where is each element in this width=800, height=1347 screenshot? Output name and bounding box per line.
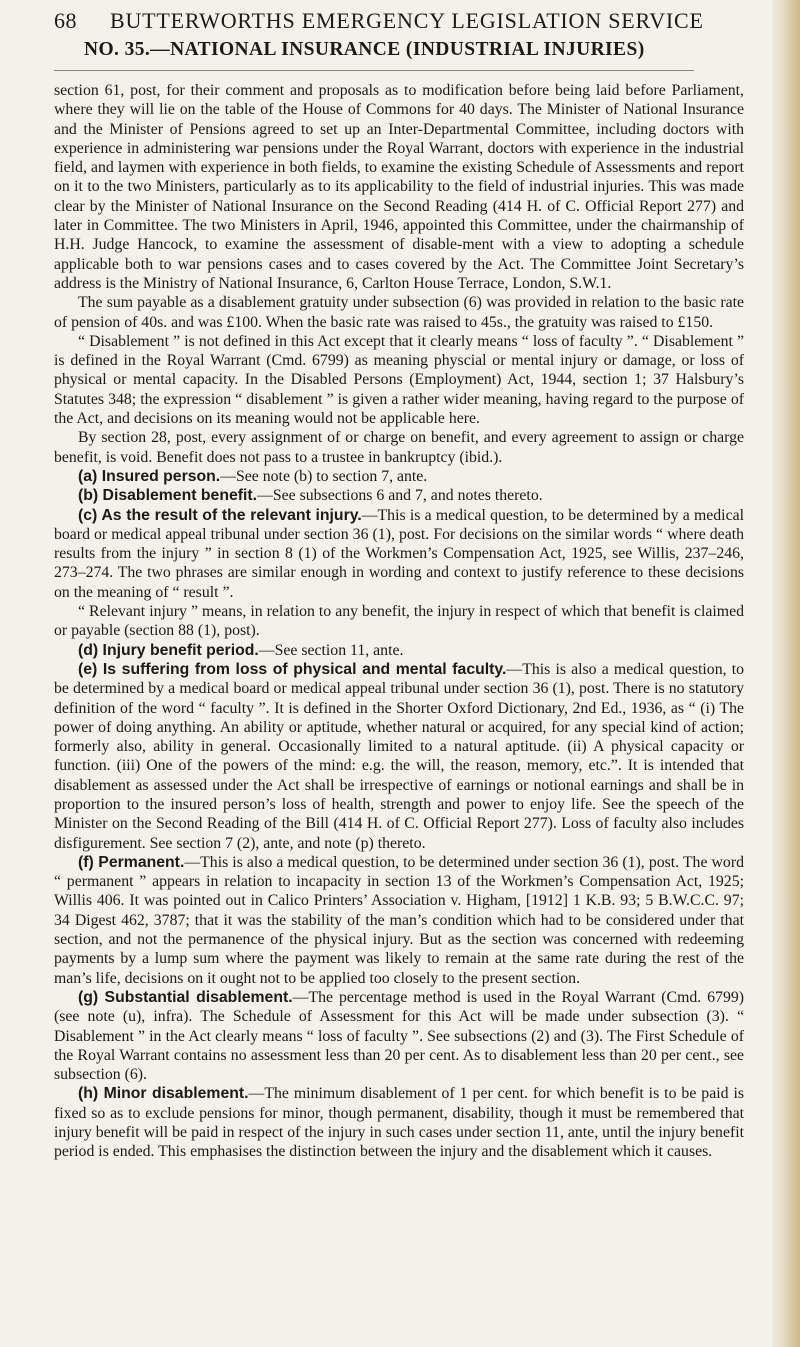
note-heading: (h) Minor disablement. [78, 1085, 249, 1103]
note-paragraph: (d) Injury benefit period.—See section 11, ante. [78, 641, 404, 659]
book-page [54, 0, 754, 1162]
paragraph: section 61, post, for their comment and proposals as to modification before being laid before Parliament, where they will lie on the table of the House of Commons for 40 days. The Minister of National Insurance and the Minister of Pensions agreed to set up an Inter-Departmental Committee, including doctors with experience in administering war pensions under the Royal Warrant, doctors with experience in the industrial field, and laymen with experience in both fields, to examine the existing Schedule of Assessments and report on it to the two Ministers, particularly as to its applicability to the field of industrial injuries. This was made clear by the Minister of National Insurance on the Second Reading (414 H. of C. Official Report 277) and later in Committee. The two Ministers in April, 1946, appointed this Committee, under the chairmanship of H.H. Judge Hancock, to examine the assessment of disable-ment with a view to adopting a schedule applicable both to war pensions cases and to cases covered by the Act. The Committee Joint Secretary’s address is the Ministry of National Insurance, 6, Carlton House Terrace, London, S.W.1. [54, 82, 744, 292]
body-text [54, 81, 744, 1162]
note-paragraph: (b) Disablement benefit.—See subsections 6 and 7, and notes thereto. [78, 487, 543, 505]
page-edge-shading [772, 0, 800, 1347]
note-paragraph: (e) Is suffering from loss of physical and mental faculty.—This is also a medical question, to be determined by a medical board or medical appeal tribunal under section 36 (1), post. There is no statutory definition of the word “ faculty ”. It is defined in the Shorter Oxford Dictionary, 2nd Ed., 1936, as “ (i) The power of doing anything. An ability or aptitude, whether natural or acquired, for any special kind of action; formerly also, ability in general. Occasionally limited to a natural aptitude. (ii) A physical capacity or function. (iii) One of the powers of the mind: e.g. the will, the reason, memory, etc.”. It is intended that disablement as assessed under the Act shall be irrespective of earnings or notional earnings and shall be in proportion to the insured person’s loss of health, strength and power to enjoy life. See the speech of the Minister on the Second Reading of the Bill (414 H. of C. Official Report 277). Loss of faculty also includes disfigurement. See section 7 (2), ante, and note (p) thereto. [54, 660, 744, 852]
paragraph: “ Relevant injury ” means, in relation to any benefit, the injury in respect of which that benefit is claimed or payable (section 88 (1), post). [54, 603, 744, 640]
note-heading: (e) Is suffering from loss of physical and mental faculty. [78, 660, 507, 678]
paragraph: By section 28, post, every assignment of or charge on benefit, and every agreement to assign or charge benefit, is void. Benefit does not pass to a trustee in bankruptcy (ibid.). [54, 429, 744, 466]
note-paragraph: (c) As the result of the relevant injury.—This is a medical question, to be determined by a medical board or medical appeal tribunal under section 36 (1), post. For decisions on the similar words “ where death results from the injury ” in section 8 (1) of the Workmen’s Compensation Act, 1925, see Willis, 237–246, 273–274. The two phrases are similar enough in wording and context to justify reference to these decisions on the meaning of “ result ”. [54, 506, 744, 601]
note-heading: (c) As the result of the relevant injury. [78, 506, 362, 524]
note-heading: (d) Injury benefit period. [78, 641, 259, 659]
section-title: NO. 35.—NATIONAL INSURANCE (INDUSTRIAL INJURIES) [84, 39, 645, 60]
note-paragraph: (f) Permanent.—This is also a medical question, to be determined under section 36 (1), post. The word “ permanent ” appears in relation to incapacity in section 13 of the Workmen’s Compensation Act, 1925; Willis 406. It was pointed out in Calico Printers’ Association v. Higham, [1912] 1 K.B. 93; 5 B.W.C.C. 97; 34 Digest 462, 3787; that it was the stability of the man’s condition which had to be considered under that section, and not the permanence of the physical injury. But as the section was concerned with redeeming payments by a lump sum where the payment was likely to remain at the same rate during the rest of the man’s life, decisions on it ought not to be applied too closely to the present section. [54, 853, 744, 987]
page-number: 68 [54, 8, 77, 33]
paragraph: “ Disablement ” is not defined in this Act except that it clearly means “ loss of faculty ”. “ Disablement ” is defined in the Royal Warrant (Cmd. 6799) as meaning physcial or mental injury or damage, or loss of physical or mental capacity. In the Disabled Persons (Employment) Act, 1944, section 1; 37 Halsbury’s Statutes 348; the expression “ disablement ” is given a rather wider meaning, having regard to the purpose of the Act, and decisions on its meaning would not be applicable here. [54, 332, 744, 428]
note-heading: (b) Disablement benefit. [78, 487, 258, 505]
running-header [54, 4, 754, 38]
note-heading: (f) Permanent. [78, 853, 185, 871]
note-heading: (a) Insured person. [78, 467, 221, 485]
header-rule [54, 70, 694, 71]
note-paragraph: (g) Substantial disablement.—The percentage method is used in the Royal Warrant (Cmd. 6799) (see note (u), infra). The Schedule of Assessment for this Act will be made under subsection (3). “ Disablement ” in the Act clearly means “ loss of faculty ”. See subsections (2) and (3). The First Schedule of the Royal Warrant contains no assessment less than 20 per cent. As to disablement less than 20 per cent., see subsection (6). [54, 988, 744, 1084]
book-title: BUTTERWORTHS EMERGENCY LEGISLATION SERVICE [110, 8, 704, 33]
note-paragraph: (a) Insured person.—See note (b) to section 7, ante. [78, 467, 428, 485]
note-paragraph: (h) Minor disablement.—The minimum disablement of 1 per cent. for which benefit is to be paid is fixed so as to exclude pensions for minor, though permanent, disability, though it must be remembered that injury benefit will be paid in respect of the injury in such cases under section 11, ante, until the injury benefit period is ended. This emphasises the distinction between the injury and the disablement which it causes. [54, 1085, 745, 1161]
paragraph: The sum payable as a disablement gratuity under subsection (6) was provided in relation to the basic rate of pension of 40s. and was £100. When the basic rate was raised to 45s., the gratuity was raised to £150. [54, 294, 744, 331]
note-heading: (g) Substantial disablement. [78, 988, 293, 1006]
